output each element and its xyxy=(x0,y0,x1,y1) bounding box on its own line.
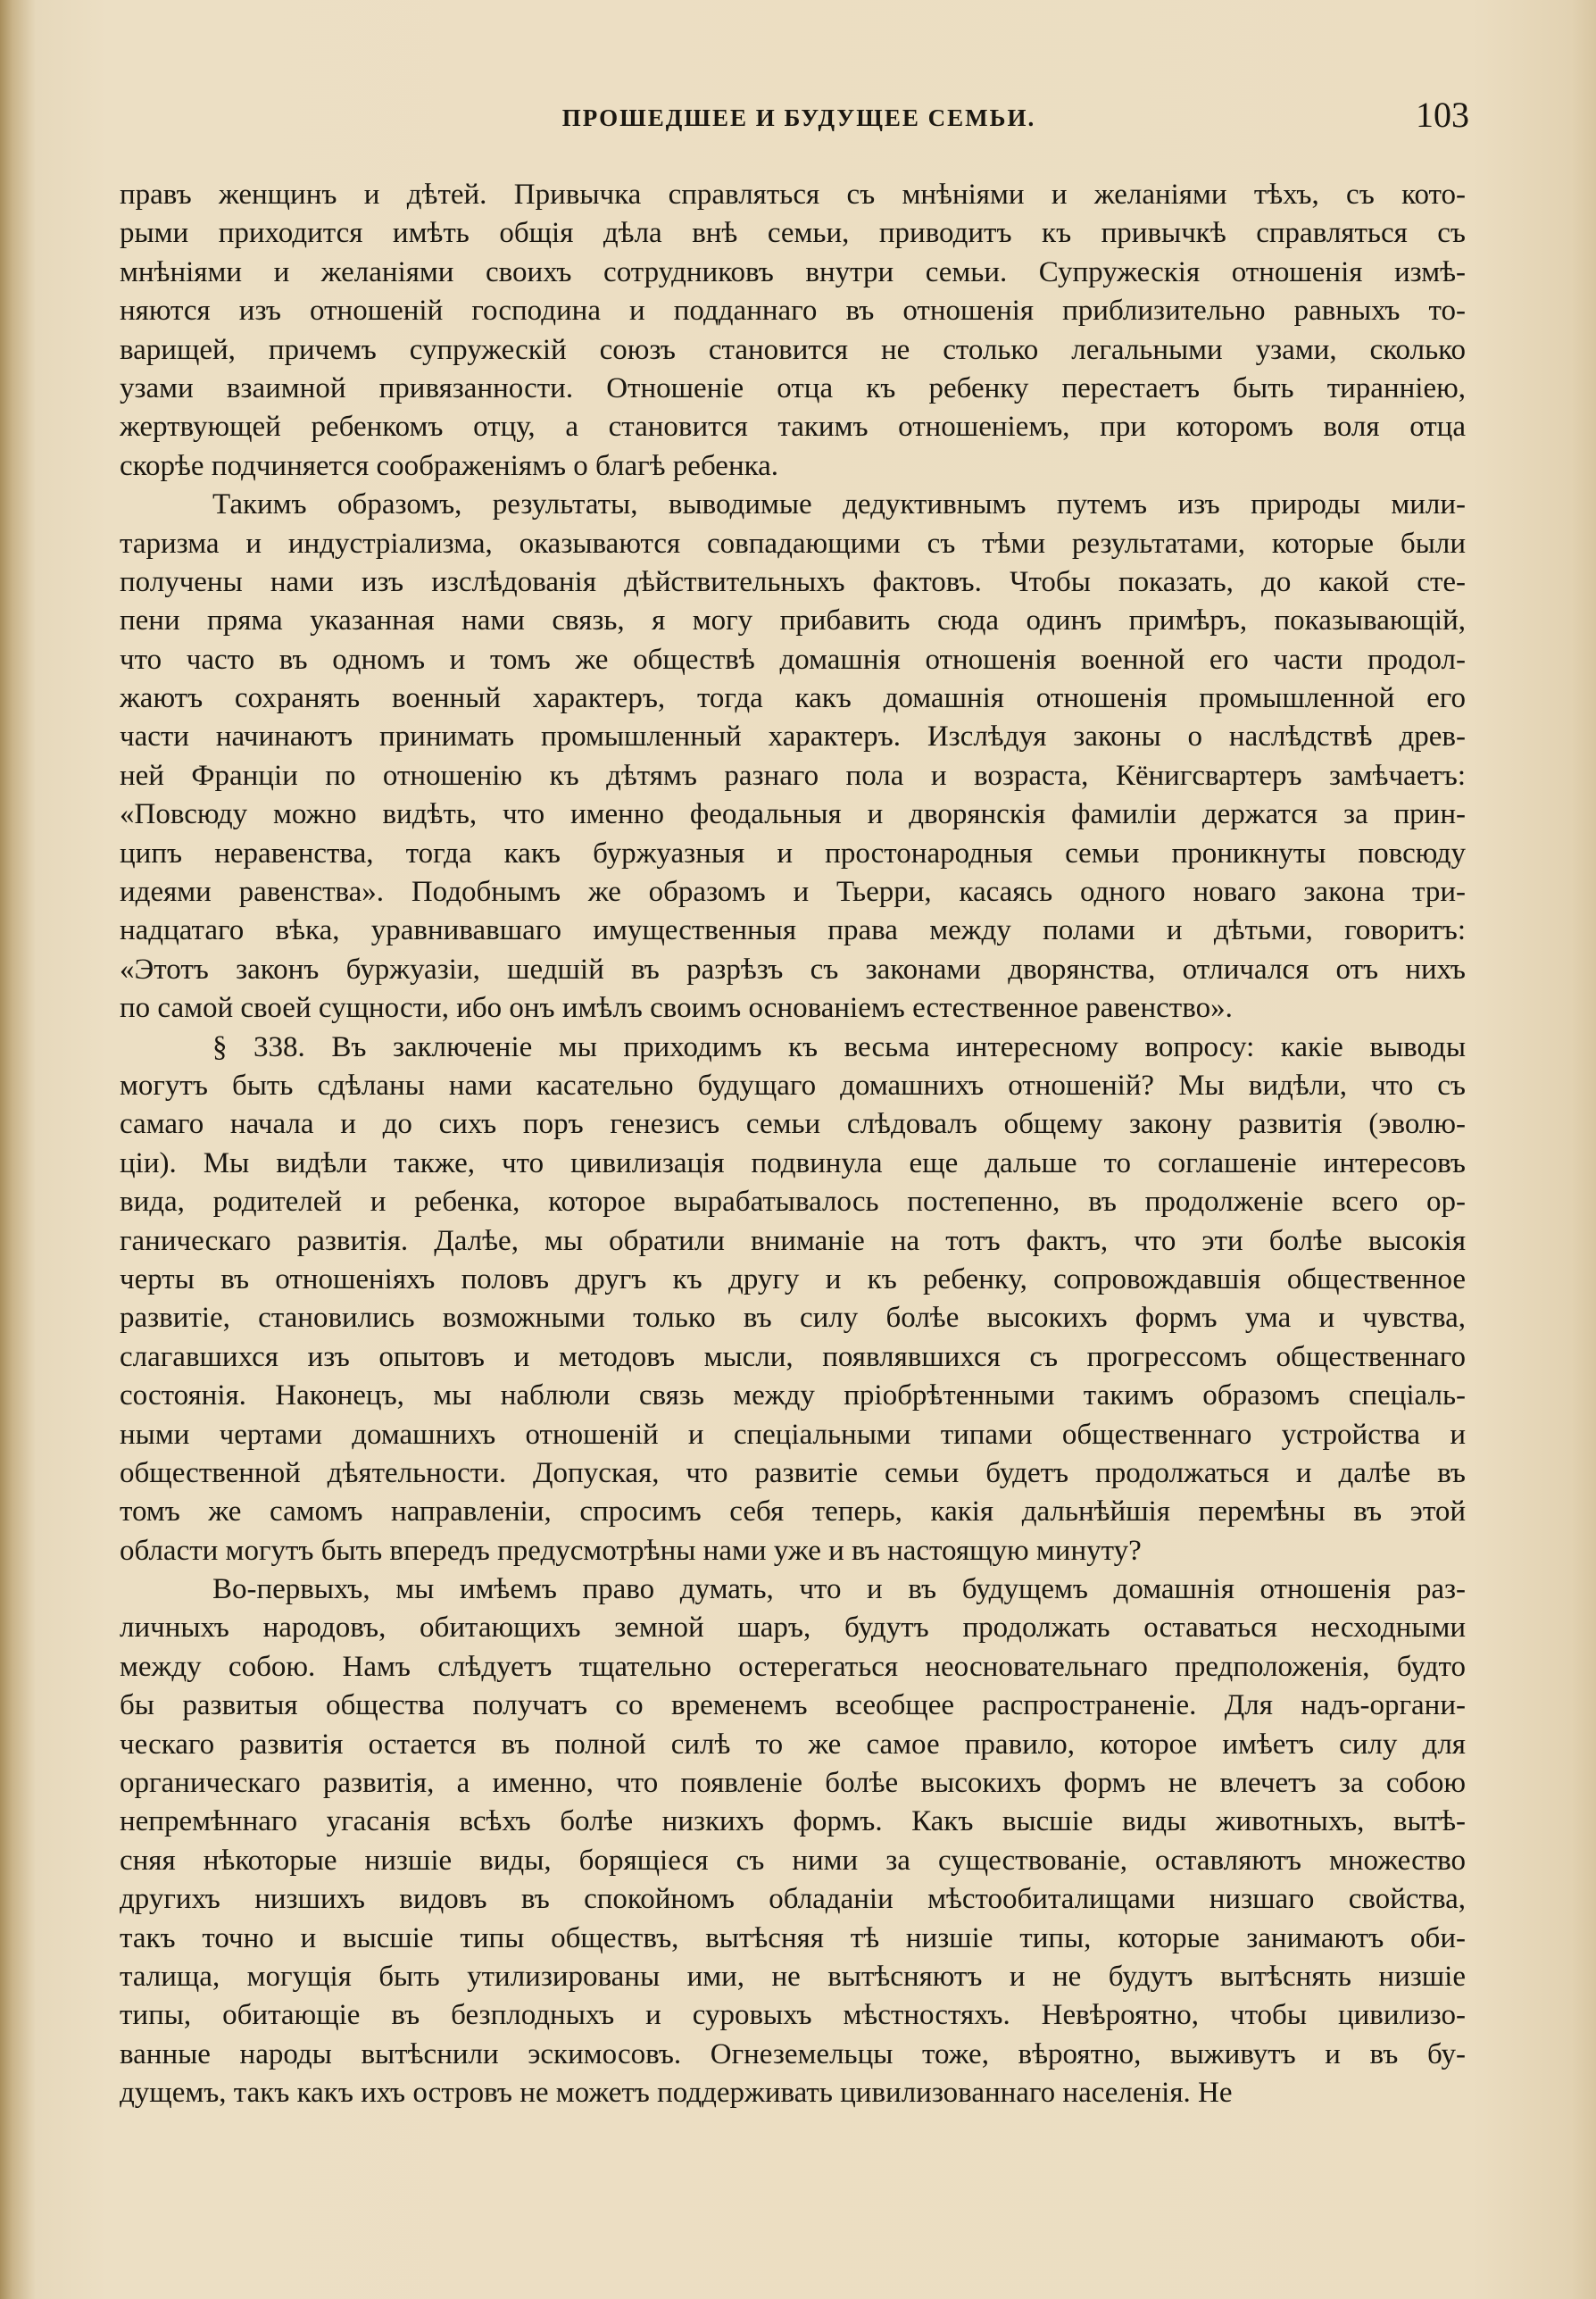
text-line: области могутъ быть впередъ предусмотрѣны нами уже и въ настоящую минуту? xyxy=(120,1534,1142,1567)
text-line: няются изъ отношеній господина и подданнаго въ отношенія приблизительно равныхъ то- xyxy=(120,295,1466,328)
text-line: ціи). Мы видѣли также, что цивилизація подвинула еще дальше то соглашеніе интересовъ xyxy=(120,1146,1466,1179)
text-body xyxy=(120,176,1466,2113)
paragraph xyxy=(120,1570,1466,2112)
text-line: состоянія. Наконецъ, мы наблюли связь между пріобрѣтенными такимъ образомъ спеціаль- xyxy=(120,1379,1466,1412)
text-line: дущемъ, такъ какъ ихъ островъ не можетъ поддерживать цивилизованнаго населенія. Не xyxy=(120,2077,1233,2110)
text-line: общественной дѣятельности. Допуская, что развитіе семьи будетъ продолжаться и далѣе въ xyxy=(120,1456,1466,1489)
text-line: типы, обитающіе въ безплодныхъ и суровыхъ мѣстностяхъ. Невѣроятно, чтобы цивилизо- xyxy=(120,1999,1466,2032)
text-line: томъ же самомъ направленіи, спросимъ себя теперь, какія дальнѣйшія перемѣны въ этой xyxy=(120,1495,1466,1529)
text-line: правъ женщинъ и дѣтей. Привычка справляться съ мнѣніями и желаніями тѣхъ, съ кото- xyxy=(120,179,1466,211)
text-line: между собою. Намъ слѣдуетъ тщательно остерегаться неосновательнаго предположенія, будто xyxy=(120,1650,1466,1683)
text-line: Во-первыхъ, мы имѣемъ право думать, что и въ будущемъ домашнія отношенія раз- xyxy=(212,1573,1466,1606)
paragraph xyxy=(120,1029,1466,1570)
text-line: слагавшихся изъ опытовъ и методовъ мысли, появлявшихся съ прогрессомъ общественнаго xyxy=(120,1340,1466,1373)
text-line: органическаго развитія, а именно, что появленіе болѣе высокихъ формъ не влечетъ за собою xyxy=(120,1767,1466,1800)
text-line: развитіе, становились возможными только въ силу болѣе высокихъ формъ ума и чувства, xyxy=(120,1302,1466,1335)
text-line: ческаго развитія остается въ полной силѣ то же самое правило, которое имѣетъ силу для xyxy=(120,1728,1466,1761)
text-line: талища, могущія быть утилизированы ими, не вытѣсняютъ и не будутъ вытѣснять низшіе xyxy=(120,1960,1466,1993)
text-line: ципъ неравенства, тогда какъ буржуазныя и простонародныя семьи проникнуты повсюду xyxy=(120,837,1466,870)
text-line: Такимъ образомъ, результаты, выводимые дедуктивнымъ путемъ изъ природы мили- xyxy=(212,488,1466,521)
text-line: самаго начала и до сихъ поръ генезисъ семьи слѣдовалъ общему закону развитія (эволю- xyxy=(120,1108,1466,1141)
text-line: идеями равенства». Подобнымъ же образомъ и Тьерри, касаясь одного новаго закона три- xyxy=(120,876,1466,909)
text-line: черты въ отношеніяхъ половъ другъ къ другу и къ ребенку, сопровождавшія общественное xyxy=(120,1262,1466,1295)
paragraph xyxy=(120,176,1466,486)
text-line: личныхъ народовъ, обитающихъ земной шаръ, будутъ продолжать оставаться несходными xyxy=(120,1612,1466,1645)
text-line: надцатаго вѣка, уравнивавшаго имущественныя права между полами и дѣтьми, говоритъ: xyxy=(120,914,1466,947)
running-title: ПРОШЕДШЕЕ И БУДУЩЕЕ СЕМЬИ. xyxy=(561,104,1036,131)
text-line: ванные народы вытѣснили эскимосовъ. Огнеземельцы тоже, вѣроятно, выживутъ и въ бу- xyxy=(120,2037,1466,2070)
text-line: части начинаютъ принимать промышленный характеръ. Изслѣдуя законы о наслѣдствѣ древ- xyxy=(120,721,1466,754)
text-line: другихъ низшихъ видовъ въ спокойномъ обладаніи мѣстообиталищами низшаго свойства, xyxy=(120,1883,1466,1916)
text-line: ными чертами домашнихъ отношеній и спеціальными типами общественнаго устройства и xyxy=(120,1418,1466,1451)
text-line: «Повсюду можно видѣть, что именно феодальныя и дворянскія фамиліи держатся за прин- xyxy=(120,798,1466,831)
text-line: скорѣе подчиняется соображеніямъ о благѣ ребенка. xyxy=(120,449,779,482)
text-line: ганическаго развитія. Далѣе, мы обратили вниманіе на тотъ фактъ, что эти болѣе высокія xyxy=(120,1224,1466,1257)
text-line: получены нами изъ изслѣдованія дѣйствительныхъ фактовъ. Чтобы показать, до какой сте- xyxy=(120,565,1466,598)
text-line: что часто въ одномъ и томъ же обществѣ домашнія отношенія военной его части продол- xyxy=(120,643,1466,676)
text-line: варищей, причемъ супружескій союзъ становится не столько легальными узами, сколько xyxy=(120,333,1466,366)
paragraph xyxy=(120,486,1466,1028)
text-line: узами взаимной привязанности. Отношеніе отца къ ребенку перестаетъ быть тиранніею, xyxy=(120,371,1466,404)
text-line: § 338. Въ заключеніе мы приходимъ къ весьма интересному вопросу: какіе выводы xyxy=(212,1030,1466,1063)
text-line: ней Франціи по отношенію къ дѣтямъ разнаго пола и возраста, Кёнигсвартеръ замѣчаетъ: xyxy=(120,759,1466,792)
page-number: 103 xyxy=(1416,95,1469,135)
text-line: таризма и индустріализма, оказываются совпадающими съ тѣми результатами, которые были xyxy=(120,527,1466,560)
text-line: пени пряма указанная нами связь, я могу прибавить сюда одинъ примѣръ, показывающій, xyxy=(120,604,1466,637)
text-line: сняя нѣкоторые низшіе виды, борящіеся съ ними за существованіе, оставляютъ множество xyxy=(120,1844,1466,1877)
text-line: рыми приходится имѣть общія дѣла внѣ семьи, приводитъ къ привычкѣ справляться съ xyxy=(120,217,1466,250)
page-header xyxy=(116,94,1482,147)
text-line: по самой своей сущности, ибо онъ имѣлъ своимъ основаніемъ естественное равенство». xyxy=(120,992,1233,1025)
text-line: мнѣніями и желаніями своихъ сотрудниковъ внутри семьи. Супружескія отношенія измѣ- xyxy=(120,255,1466,288)
text-line: бы развитыя общества получатъ со временемъ всеобщее распространеніе. Для надъ-органи- xyxy=(120,1689,1466,1722)
text-line: жаютъ сохранять военный характеръ, тогда какъ домашнія отношенія промышленной его xyxy=(120,682,1466,715)
text-line: «Этотъ законъ буржуазіи, шедшій въ разрѣзъ съ законами дворянства, отличался отъ нихъ xyxy=(120,953,1466,986)
text-line: могутъ быть сдѣланы нами касательно будущаго домашнихъ отношеній? Мы видѣли, что съ xyxy=(120,1069,1466,1102)
text-line: такъ точно и высшіе типы обществъ, вытѣсняя тѣ низшіе типы, которые занимаютъ оби- xyxy=(120,1921,1466,1954)
text-line: непремѣннаго угасанія всѣхъ болѣе низкихъ формъ. Какъ высшіе виды животныхъ, вытѣ- xyxy=(120,1805,1466,1838)
text-line: жертвующей ребенкомъ отцу, а становится такимъ отношеніемъ, при которомъ воля отца xyxy=(120,411,1466,444)
text-line: вида, родителей и ребенка, которое вырабатывалось постепенно, въ продолженіе всего ор- xyxy=(120,1186,1466,1219)
